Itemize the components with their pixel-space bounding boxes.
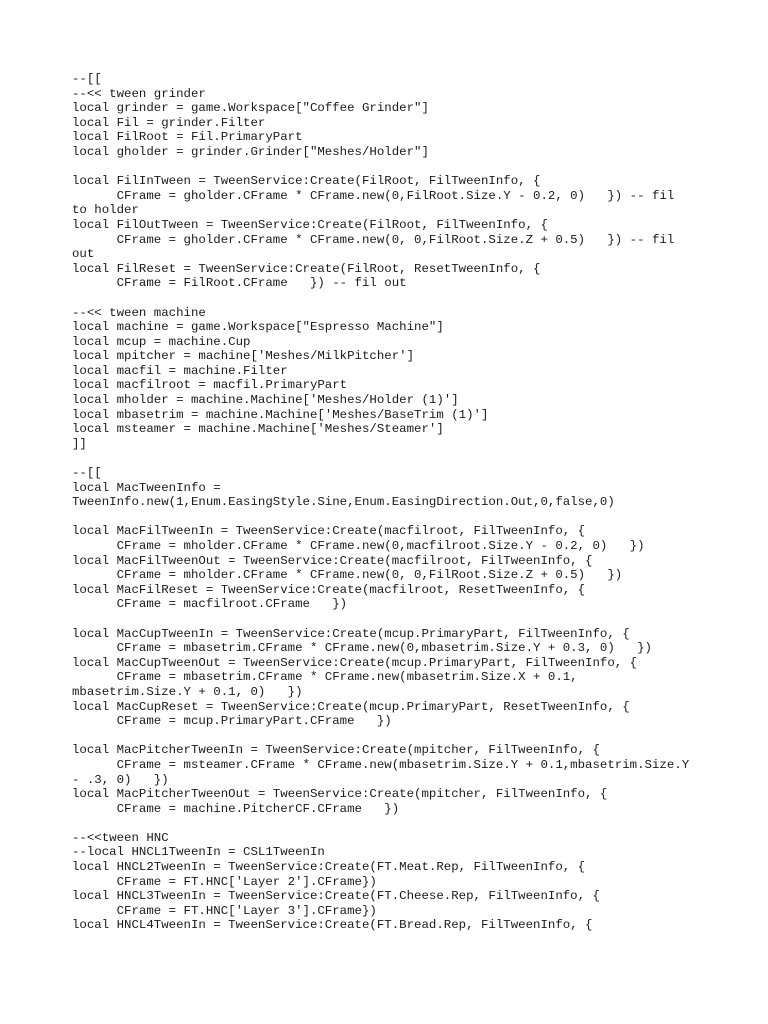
code-line: local MacTweenInfo =	[72, 480, 221, 495]
code-block	[72, 72, 712, 933]
code-line: CFrame = mholder.CFrame * CFrame.new(0,macfilroot.Size.Y - 0.2, 0) })	[72, 539, 645, 553]
code-line	[72, 291, 712, 306]
code-line: local HNCL4TweenIn = TweenService:Create(FT.Bread.Rep, FilTweenInfo, {	[72, 918, 593, 933]
code-line: out	[72, 247, 95, 262]
code-line: local MacFilTweenOut = TweenService:Create(macfilroot, FilTweenInfo, {	[72, 553, 593, 568]
code-line: --local HNCL1TweenIn = CSL1TweenIn	[72, 845, 325, 860]
code-line: local MacCupTweenIn = TweenService:Create(mcup.PrimaryPart, FilTweenInfo, {	[72, 626, 630, 641]
code-line: --[[	[72, 72, 102, 86]
code-line: local msteamer = machine.Machine['Meshes/Steamer']	[72, 422, 444, 437]
code-line: CFrame = mbasetrim.CFrame * CFrame.new(mbasetrim.Size.X + 0.1,	[72, 670, 578, 685]
code-line: local mholder = machine.Machine['Meshes/Holder (1)']	[72, 393, 459, 408]
code-line: CFrame = mholder.CFrame * CFrame.new(0, 0,FilRoot.Size.Z + 0.5) })	[72, 568, 623, 583]
code-line: --[[	[72, 466, 102, 481]
code-line: local MacCupTweenOut = TweenService:Create(mcup.PrimaryPart, FilTweenInfo, {	[72, 655, 638, 670]
code-line	[72, 510, 712, 525]
code-line: - .3, 0) })	[72, 772, 169, 787]
code-line: CFrame = macfilroot.CFrame })	[72, 597, 348, 612]
code-line: CFrame = gholder.CFrame * CFrame.new(0,FilRoot.Size.Y - 0.2, 0) }) -- fil	[72, 188, 675, 203]
code-line: local FilReset = TweenService:Create(FilRoot, ResetTweenInfo, {	[72, 261, 541, 276]
code-line	[72, 612, 712, 627]
code-line: CFrame = msteamer.CFrame * CFrame.new(mbasetrim.Size.Y + 0.1,mbasetrim.Size.Y	[72, 757, 690, 772]
code-line: local grinder = game.Workspace["Coffee Grinder"]	[72, 101, 429, 116]
code-line: CFrame = mcup.PrimaryPart.CFrame })	[72, 714, 392, 729]
code-line: TweenInfo.new(1,Enum.EasingStyle.Sine,Enum.EasingDirection.Out,0,false,0)	[72, 495, 615, 510]
code-line: to holder	[72, 203, 139, 218]
code-line: local MacPitcherTweenIn = TweenService:Create(mpitcher, FilTweenInfo, {	[72, 743, 600, 758]
code-line: local gholder = grinder.Grinder["Meshes/Holder"]	[72, 144, 429, 159]
code-line: CFrame = FT.HNC['Layer 2'].CFrame})	[72, 874, 377, 889]
code-line: local MacFilReset = TweenService:Create(macfilroot, ResetTweenInfo, {	[72, 582, 586, 597]
code-line: local HNCL2TweenIn = TweenService:Create(FT.Meat.Rep, FilTweenInfo, {	[72, 860, 586, 875]
code-line: --<< tween grinder	[72, 86, 206, 101]
code-line: local HNCL3TweenIn = TweenService:Create(FT.Cheese.Rep, FilTweenInfo, {	[72, 889, 600, 904]
code-line: local mcup = machine.Cup	[72, 334, 251, 349]
code-line: local FilOutTween = TweenService:Create(FilRoot, FilTweenInfo, {	[72, 217, 548, 232]
code-line: local mpitcher = machine['Meshes/MilkPitcher']	[72, 349, 415, 364]
code-line: CFrame = machine.PitcherCF.CFrame })	[72, 801, 400, 816]
code-line: CFrame = FilRoot.CFrame }) -- fil out	[72, 276, 407, 291]
code-line	[72, 451, 712, 466]
code-line: --<<tween HNC	[72, 830, 169, 845]
code-line: CFrame = gholder.CFrame * CFrame.new(0, 0,FilRoot.Size.Z + 0.5) }) -- fil	[72, 232, 675, 247]
code-line	[72, 729, 712, 744]
code-line	[72, 816, 712, 831]
code-line: local MacCupReset = TweenService:Create(mcup.PrimaryPart, ResetTweenInfo, {	[72, 699, 630, 714]
code-line: ]]	[72, 436, 87, 451]
code-line: local FilRoot = Fil.PrimaryPart	[72, 130, 303, 145]
code-line: CFrame = FT.HNC['Layer 3'].CFrame})	[72, 903, 377, 918]
code-line: local machine = game.Workspace["Espresso Machine"]	[72, 320, 444, 335]
code-line: CFrame = mbasetrim.CFrame * CFrame.new(0,mbasetrim.Size.Y + 0.3, 0) })	[72, 641, 652, 656]
code-line: local mbasetrim = machine.Machine['Meshes/BaseTrim (1)']	[72, 407, 489, 422]
code-line: local macfilroot = macfil.PrimaryPart	[72, 378, 348, 393]
code-line: local MacFilTweenIn = TweenService:Create(macfilroot, FilTweenInfo, {	[72, 524, 586, 539]
code-line: local FilInTween = TweenService:Create(FilRoot, FilTweenInfo, {	[72, 174, 541, 189]
code-line: mbasetrim.Size.Y + 0.1, 0) })	[72, 684, 303, 699]
code-line: local MacPitcherTweenOut = TweenService:Create(mpitcher, FilTweenInfo, {	[72, 787, 608, 802]
code-line: local macfil = machine.Filter	[72, 363, 288, 378]
code-line: --<< tween machine	[72, 305, 206, 320]
code-line: local Fil = grinder.Filter	[72, 115, 266, 130]
code-line	[72, 160, 712, 175]
